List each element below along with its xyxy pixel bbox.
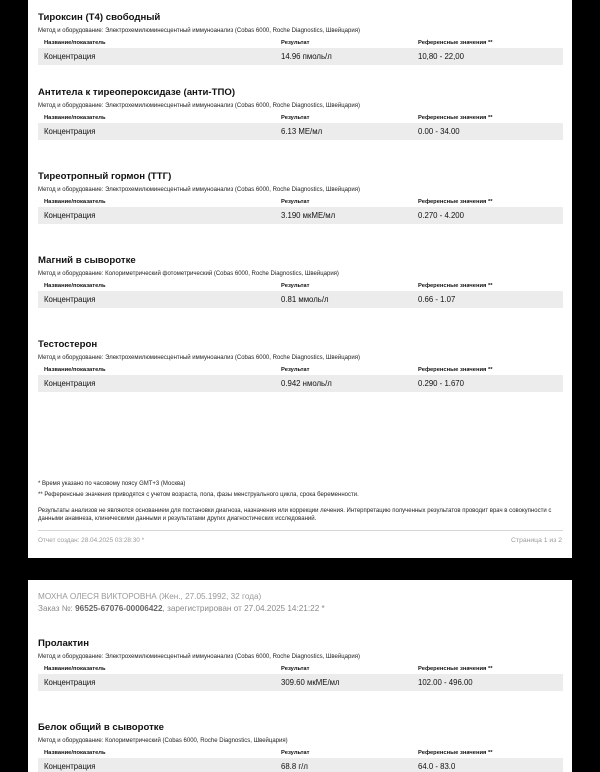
table-row [38, 375, 563, 392]
table-row [38, 291, 563, 308]
test-method: Метод и оборудование: Колориметрический (Cobas 6000, Roche Diagnostics, Швейцария) [38, 738, 288, 744]
report-page-1 [28, 0, 572, 558]
column-name-header: Название/показатель [44, 666, 106, 672]
test-section-testosterone [38, 339, 563, 392]
test-method: Метод и оборудование: Электрохемилюминесцентный иммуноанализ (Cobas 6000, Roche Diagnostics, Швейцария) [38, 355, 360, 361]
row-name: Концентрация [44, 762, 96, 771]
test-section-prolactin [38, 638, 563, 691]
row-reference: 0.00 - 34.00 [418, 127, 460, 136]
patient-info: МОХНА ОЛЕСЯ ВИКТОРОВНА (Жен., 27.05.1992, 32 года) [38, 592, 262, 601]
page-number: Страница 1 из 2 [511, 537, 562, 544]
row-result: 0.942 нмоль/л [281, 379, 332, 388]
table-row [38, 207, 563, 224]
column-result-header: Результат [281, 115, 310, 121]
footnote-reference: ** Референсные значения приводятся с учетом возраста, пола, фазы менструального цикла, срока беременности. [38, 492, 359, 498]
test-title: Антитела к тиреопероксидазе (анти-ТПО) [38, 87, 236, 98]
table-row [38, 48, 563, 65]
column-name-header: Название/показатель [44, 283, 106, 289]
row-reference: 0.290 - 1.670 [418, 379, 464, 388]
column-reference-header: Референсные значения ** [418, 283, 493, 289]
test-title: Тиреотропный гормон (ТТГ) [38, 171, 172, 182]
test-title: Тестостерон [38, 339, 98, 350]
column-reference-header: Референсные значения ** [418, 367, 493, 373]
column-reference-header: Референсные значения ** [418, 40, 493, 46]
row-result: 0.81 ммоль/л [281, 295, 329, 304]
row-name: Концентрация [44, 52, 96, 61]
column-result-header: Результат [281, 199, 310, 205]
disclaimer: Результаты анализов не являются основанием для постановки диагноза, назначения или коррекции лечения. Интерпретацию полученных результатов проводит врач в совокупности с данными анамнеза, клиническими данными и результатами других диагностических исследований. [38, 508, 552, 522]
row-name: Концентрация [44, 211, 96, 220]
row-result: 6.13 МЕ/мл [281, 127, 323, 136]
order-info [38, 603, 325, 615]
table-row [38, 674, 563, 691]
column-header [38, 198, 563, 207]
row-name: Концентрация [44, 127, 96, 136]
footnote-timezone: * Время указано по часовому поясу GMT+3 (Москва) [38, 481, 186, 487]
column-header [38, 665, 563, 674]
test-section-t4 [38, 12, 563, 65]
column-reference-header: Референсные значения ** [418, 115, 493, 121]
test-method: Метод и оборудование: Электрохемилюминесцентный иммуноанализ (Cobas 6000, Roche Diagnostics, Швейцария) [38, 28, 360, 34]
test-method: Метод и оборудование: Электрохемилюминесцентный иммуноанализ (Cobas 6000, Roche Diagnostics, Швейцария) [38, 187, 360, 193]
column-name-header: Название/показатель [44, 40, 106, 46]
order-prefix: Заказ №: [38, 604, 73, 613]
row-reference: 64.0 - 83.0 [418, 762, 456, 771]
column-name-header: Название/показатель [44, 367, 106, 373]
test-title: Белок общий в сыворотке [38, 722, 164, 733]
table-row [38, 758, 563, 772]
column-header [38, 39, 563, 48]
column-header [38, 749, 563, 758]
row-result: 309.60 мкМЕ/мл [281, 678, 340, 687]
row-result: 68.8 г/л [281, 762, 308, 771]
row-result: 3.190 мкМЕ/мл [281, 211, 336, 220]
test-method: Метод и оборудование: Колориметрический фотометрический (Cobas 6000, Roche Diagnostics, Швейцария) [38, 271, 339, 277]
column-reference-header: Референсные значения ** [418, 750, 493, 756]
column-name-header: Название/показатель [44, 750, 106, 756]
row-name: Концентрация [44, 379, 96, 388]
column-result-header: Результат [281, 750, 310, 756]
column-name-header: Название/показатель [44, 199, 106, 205]
order-number: 96525-67076-00006422 [75, 604, 163, 613]
row-reference: 0.66 - 1.07 [418, 295, 456, 304]
report-page-2 [28, 580, 572, 772]
column-result-header: Результат [281, 666, 310, 672]
column-result-header: Результат [281, 40, 310, 46]
order-registration: , зарегистрирован от 27.04.2025 14:21:22 * [162, 604, 325, 613]
test-section-anti-tpo [38, 87, 563, 140]
column-header [38, 114, 563, 123]
column-result-header: Результат [281, 367, 310, 373]
column-header [38, 282, 563, 291]
table-row [38, 123, 563, 140]
column-reference-header: Референсные значения ** [418, 666, 493, 672]
row-name: Концентрация [44, 678, 96, 687]
test-title: Магний в сыворотке [38, 255, 136, 266]
test-section-magnesium [38, 255, 563, 308]
row-result: 14.96 пмоль/л [281, 52, 332, 61]
column-reference-header: Референсные значения ** [418, 199, 493, 205]
test-title: Пролактин [38, 638, 89, 649]
test-section-tsh [38, 171, 563, 224]
report-created-date: Отчет создан: 28.04.2025 03:28:30 * [38, 537, 145, 544]
row-reference: 102.00 - 496.00 [418, 678, 473, 687]
column-result-header: Результат [281, 283, 310, 289]
divider [38, 530, 563, 531]
row-reference: 0.270 - 4.200 [418, 211, 464, 220]
test-section-total-protein [38, 722, 563, 772]
test-title: Тироксин (Т4) свободный [38, 12, 161, 23]
test-method: Метод и оборудование: Электрохемилюминесцентный иммуноанализ (Cobas 6000, Roche Diagnostics, Швейцария) [38, 654, 360, 660]
test-method: Метод и оборудование: Электрохемилюминесцентный иммуноанализ (Cobas 6000, Roche Diagnostics, Швейцария) [38, 103, 360, 109]
row-reference: 10,80 - 22,00 [418, 52, 464, 61]
row-name: Концентрация [44, 295, 96, 304]
column-name-header: Название/показатель [44, 115, 106, 121]
column-header [38, 366, 563, 375]
